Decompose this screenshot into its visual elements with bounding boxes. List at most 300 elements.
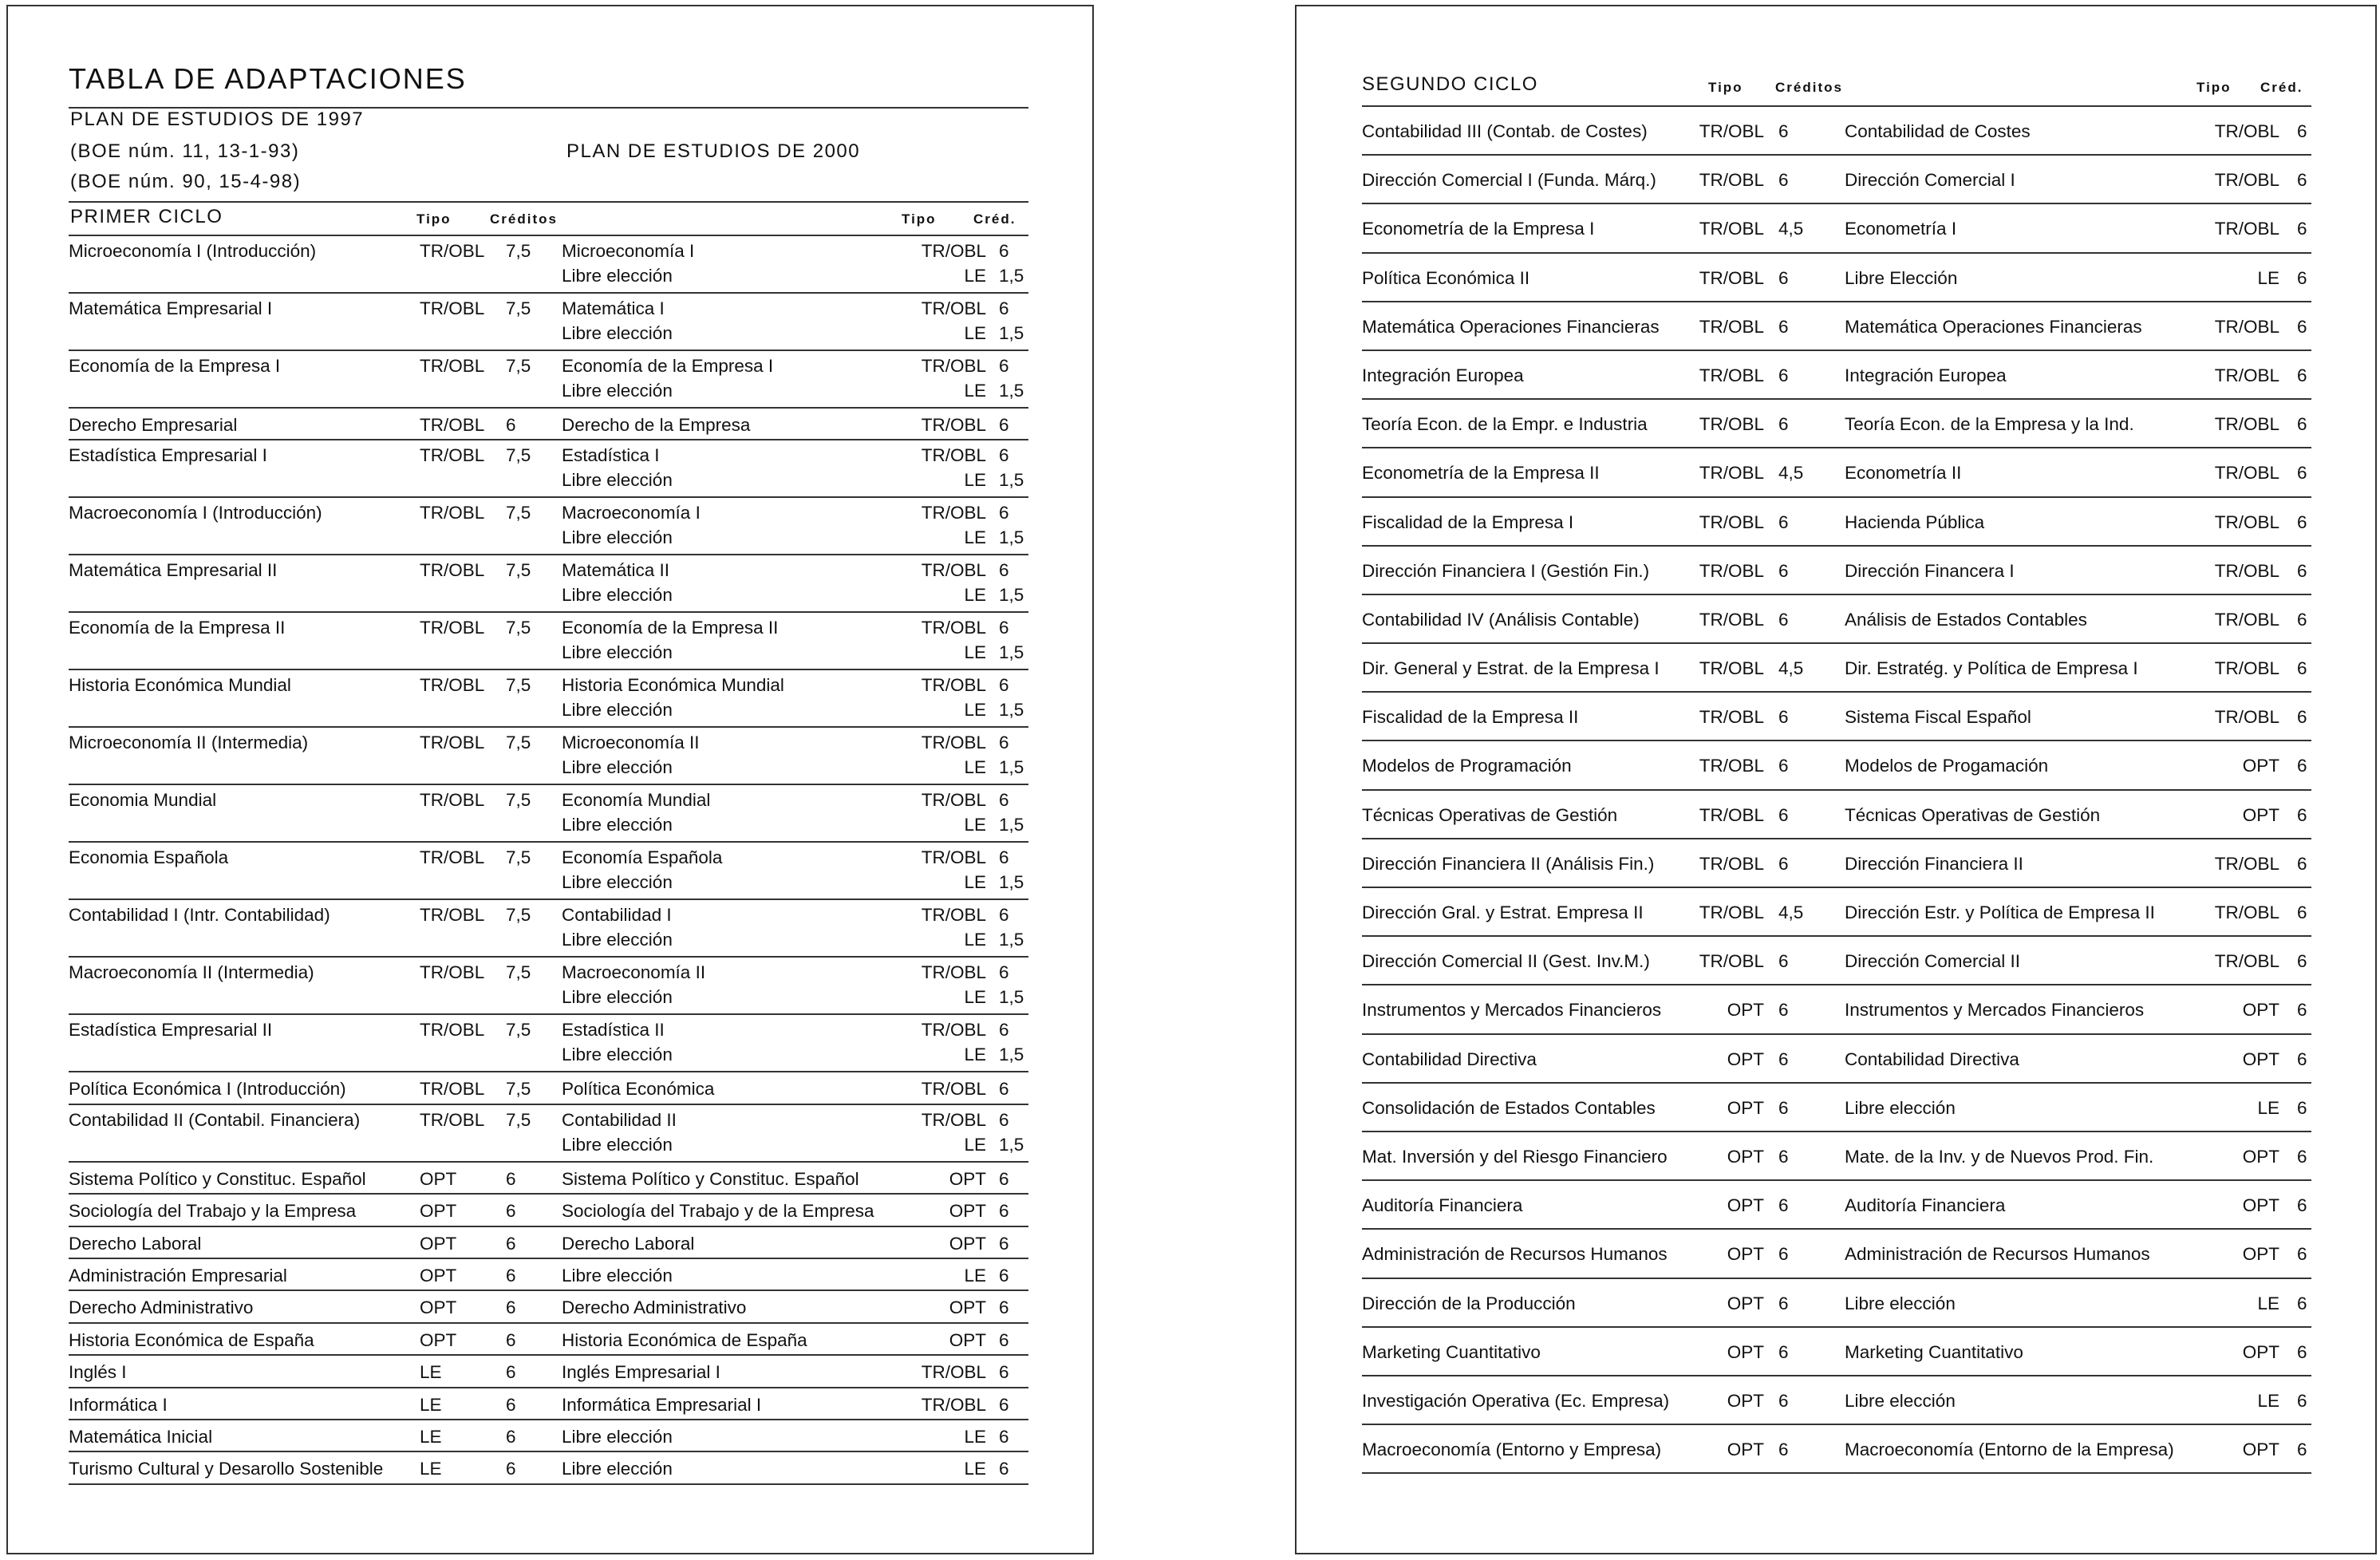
new-subject: Instrumentos y Mercados Financieros [1845, 1000, 2145, 1021]
old-tipo: TR/OBL [1699, 951, 1764, 972]
new-subject: Informática Empresarial I [562, 1394, 762, 1415]
table-row [69, 236, 1028, 294]
old-creditos: 7,5 [506, 790, 531, 811]
new-subject: Contabilidad I [562, 905, 672, 926]
new-subject: Mate. de la Inv. y de Nuevos Prod. Fin. [1845, 1146, 2154, 1167]
new-cred: 6 [2297, 170, 2307, 191]
old-creditos: 6 [506, 1362, 516, 1383]
table-row [69, 1324, 1028, 1356]
new-cred: 6 [2297, 1440, 2307, 1460]
old-subject: Sociología del Trabajo y la Empresa [69, 1201, 357, 1222]
table-row [69, 1227, 1028, 1259]
new-tipo: LE [2257, 1097, 2279, 1118]
new-tipo: LE [964, 987, 986, 1008]
table-row [1362, 400, 2311, 448]
old-tipo: OPT [1727, 1390, 1764, 1411]
old-tipo: TR/OBL [1699, 804, 1764, 825]
old-creditos: 6 [1778, 560, 1789, 581]
old-subject: Matemática Empresarial II [69, 560, 278, 581]
old-tipo: TR/OBL [1699, 707, 1764, 728]
new-subject: Libre elección [1845, 1097, 1956, 1118]
new-cred: 1,5 [999, 470, 1024, 491]
old-subject: Economía de la Empresa II [69, 618, 286, 638]
old-subject: Fiscalidad de la Empresa I [1362, 511, 1574, 532]
old-subject: Dirección de la Producción [1362, 1293, 1576, 1313]
new-tipo: LE [964, 527, 986, 548]
new-subject: Libre elección [562, 1459, 673, 1479]
old-creditos: 7,5 [506, 1020, 531, 1041]
table-row [1362, 1035, 2311, 1084]
old-tipo: TR/OBL [1699, 853, 1764, 874]
old-tipo: TR/OBL [1699, 219, 1764, 239]
table-row [1362, 107, 2311, 156]
old-subject: Inglés I [69, 1362, 127, 1383]
old-tipo: TR/OBL [420, 847, 485, 868]
new-tipo: OPT [2242, 1146, 2279, 1167]
new-tipo: OPT [2242, 756, 2279, 776]
old-tipo: TR/OBL [1699, 609, 1764, 630]
old-tipo: TR/OBL [1699, 414, 1764, 435]
new-tipo: TR/OBL [921, 298, 986, 318]
table-row [69, 1072, 1028, 1104]
section-primer-ciclo: PRIMER CICLO [70, 206, 223, 227]
new-tipo: TR/OBL [921, 560, 986, 581]
old-creditos: 7,5 [506, 1079, 531, 1100]
old-subject: Dir. General y Estrat. de la Empresa I [1362, 658, 1660, 679]
primer-ciclo-table [69, 236, 1028, 1485]
new-tipo: OPT [2242, 804, 2279, 825]
table-row [69, 1163, 1028, 1195]
table-row [1362, 985, 2311, 1034]
new-cred: 6 [2297, 1049, 2307, 1069]
old-subject: Macroeconomía II (Intermedia) [69, 962, 314, 983]
old-subject: Mat. Inversión y del Riesgo Financiero [1362, 1146, 1668, 1167]
old-creditos: 6 [1778, 1244, 1789, 1265]
new-cred: 6 [2297, 1293, 2307, 1313]
old-creditos: 6 [506, 1201, 516, 1222]
new-tipo: OPT [2242, 1244, 2279, 1265]
section-segundo-ciclo: SEGUNDO CICLO [1362, 73, 1538, 95]
new-subject: Libre elección [562, 930, 673, 950]
new-tipo: LE [964, 930, 986, 950]
old-subject: Modelos de Programación [1362, 756, 1572, 776]
new-cred: 6 [2297, 902, 2307, 922]
new-cred: 1,5 [999, 381, 1024, 401]
new-cred: 6 [999, 847, 1009, 868]
old-creditos: 6 [1778, 1440, 1789, 1460]
table-row [69, 1388, 1028, 1420]
table-row [1362, 1425, 2311, 1474]
new-subject: Estadística I [562, 445, 660, 466]
new-subject: Economía de la Empresa II [562, 618, 779, 638]
old-tipo: OPT [420, 1233, 457, 1254]
new-subject: Sistema Político y Constituc. Español [562, 1168, 859, 1189]
old-creditos: 6 [1778, 316, 1789, 337]
table-row [69, 613, 1028, 670]
new-cred: 6 [2297, 1146, 2307, 1167]
new-subject: Sociología del Trabajo y de la Empresa [562, 1201, 874, 1222]
table-row [1362, 1376, 2311, 1425]
table-row [1362, 1181, 2311, 1230]
old-creditos: 6 [506, 1297, 516, 1318]
new-subject: Administración de Recursos Humanos [1845, 1244, 2150, 1265]
new-cred: 1,5 [999, 872, 1024, 893]
new-cred: 1,5 [999, 700, 1024, 721]
new-tipo: OPT [2242, 1341, 2279, 1362]
old-creditos: 7,5 [506, 618, 531, 638]
new-subject: Política Económica [562, 1079, 715, 1100]
new-subject: Sistema Fiscal Español [1845, 707, 2031, 728]
new-subject: Libre elección [562, 642, 673, 663]
new-cred: 6 [2297, 1195, 2307, 1216]
old-subject: Dirección Comercial I (Funda. Márq.) [1362, 170, 1656, 191]
table-row [1362, 1132, 2311, 1181]
old-subject: Auditoría Financiera [1362, 1195, 1523, 1216]
new-cred: 6 [999, 560, 1009, 581]
old-subject: Contabilidad Directiva [1362, 1049, 1537, 1069]
old-subject: Economia Española [69, 847, 229, 868]
old-creditos: 6 [1778, 1293, 1789, 1313]
old-tipo: LE [420, 1362, 442, 1383]
new-tipo: TR/OBL [921, 905, 986, 926]
old-tipo: TR/OBL [1699, 511, 1764, 532]
old-tipo: TR/OBL [420, 962, 485, 983]
new-cred: 1,5 [999, 642, 1024, 663]
old-subject: Investigación Operativa (Ec. Empresa) [1362, 1390, 1670, 1411]
new-subject: Contabilidad Directiva [1845, 1049, 2019, 1069]
col-head-tipo-old: Tipo [416, 211, 452, 227]
old-creditos: 7,5 [506, 733, 531, 753]
table-row [1362, 888, 2311, 937]
new-cred: 6 [999, 1265, 1009, 1286]
old-subject: Técnicas Operativas de Gestión [1362, 804, 1618, 825]
new-cred: 6 [999, 1020, 1009, 1041]
new-subject: Libre elección [562, 1134, 673, 1155]
new-subject: Econometría II [1845, 463, 1962, 484]
old-creditos: 7,5 [506, 503, 531, 523]
new-cred: 6 [999, 1297, 1009, 1318]
old-subject: Derecho Empresarial [69, 415, 238, 435]
new-cred: 6 [999, 1201, 1009, 1222]
new-cred: 6 [2297, 463, 2307, 484]
table-row [69, 785, 1028, 843]
new-cred: 6 [999, 962, 1009, 983]
new-subject: Matemática Operaciones Financieras [1845, 316, 2142, 337]
table-row [69, 351, 1028, 409]
old-tipo: TR/OBL [1699, 658, 1764, 679]
new-cred: 6 [999, 241, 1009, 261]
new-cred: 6 [999, 1079, 1009, 1100]
new-tipo: TR/OBL [2214, 707, 2279, 728]
new-tipo: TR/OBL [921, 962, 986, 983]
old-tipo: TR/OBL [1699, 365, 1764, 385]
new-tipo: TR/OBL [2214, 463, 2279, 484]
old-plan-boe-2: (BOE núm. 90, 15-4-98) [70, 171, 302, 192]
new-tipo: TR/OBL [921, 356, 986, 376]
new-subject: Libre elección [562, 700, 673, 721]
new-subject: Marketing Cuantitativo [1845, 1341, 2023, 1362]
old-subject: Fiscalidad de la Empresa II [1362, 707, 1579, 728]
new-tipo: TR/OBL [2214, 316, 2279, 337]
new-subject: Historia Económica de España [562, 1329, 807, 1350]
old-creditos: 6 [1778, 511, 1789, 532]
old-creditos: 7,5 [506, 356, 531, 376]
header-rule [69, 201, 1028, 203]
old-subject: Derecho Laboral [69, 1233, 202, 1254]
new-cred: 6 [999, 1168, 1009, 1189]
new-tipo: TR/OBL [921, 733, 986, 753]
table-row [69, 958, 1028, 1015]
new-tipo: LE [964, 1265, 986, 1286]
new-subject: Libre elección [562, 1045, 673, 1065]
new-tipo: OPT [949, 1168, 986, 1189]
table-row [1362, 156, 2311, 204]
new-tipo: LE [964, 700, 986, 721]
new-cred: 1,5 [999, 930, 1024, 950]
old-subject: Consolidación de Estados Contables [1362, 1097, 1656, 1118]
table-row [1362, 448, 2311, 497]
old-subject: Contabilidad I (Intr. Contabilidad) [69, 905, 330, 926]
new-cred: 6 [2297, 316, 2307, 337]
table-row [69, 1015, 1028, 1072]
old-subject: Dirección Financiera I (Gestión Fin.) [1362, 560, 1650, 581]
old-creditos: 7,5 [506, 560, 531, 581]
new-tipo: TR/OBL [2214, 121, 2279, 141]
new-tipo: LE [964, 1459, 986, 1479]
new-cred: 1,5 [999, 987, 1024, 1008]
old-creditos: 7,5 [506, 298, 531, 318]
old-subject: Dirección Financiera II (Análisis Fin.) [1362, 853, 1655, 874]
new-tipo: TR/OBL [921, 445, 986, 466]
new-tipo: OPT [2242, 1195, 2279, 1216]
new-cred: 6 [999, 1362, 1009, 1383]
col-head-tipo-old-2: Tipo [1708, 80, 1743, 95]
old-subject: Microeconomía I (Introducción) [69, 241, 317, 261]
new-cred: 6 [2297, 560, 2307, 581]
new-tipo: TR/OBL [921, 1020, 986, 1041]
new-subject: Libre elección [562, 585, 673, 606]
old-creditos: 6 [1778, 1390, 1789, 1411]
new-subject: Análisis de Estados Contables [1845, 609, 2087, 630]
old-subject: Contabilidad II (Contabil. Financiera) [69, 1109, 361, 1130]
old-subject: Política Económica I (Introducción) [69, 1079, 346, 1100]
new-plan-title: PLAN DE ESTUDIOS DE 2000 [566, 140, 861, 162]
old-creditos: 6 [506, 415, 516, 435]
new-tipo: TR/OBL [2214, 951, 2279, 972]
new-tipo: LE [964, 585, 986, 606]
old-creditos: 6 [1778, 1049, 1789, 1069]
new-subject: Libre elección [562, 323, 673, 343]
table-row [1362, 547, 2311, 595]
new-tipo: TR/OBL [921, 1109, 986, 1130]
old-creditos: 6 [1778, 121, 1789, 141]
new-tipo: LE [2257, 267, 2279, 288]
old-creditos: 6 [506, 1426, 516, 1447]
segundo-ciclo-table [1362, 107, 2311, 1474]
old-subject: Instrumentos y Mercados Financieros [1362, 1000, 1662, 1021]
new-cred: 6 [2297, 1244, 2307, 1265]
new-subject: Hacienda Pública [1845, 511, 1985, 532]
old-subject: Econometría de la Empresa II [1362, 463, 1600, 484]
old-creditos: 7,5 [506, 241, 531, 261]
table-row [69, 1452, 1028, 1484]
old-tipo: TR/OBL [420, 1079, 485, 1100]
old-creditos: 7,5 [506, 445, 531, 466]
new-tipo: LE [2257, 1293, 2279, 1313]
old-tipo: TR/OBL [1699, 756, 1764, 776]
new-subject: Dirección Financiera II [1845, 853, 2023, 874]
new-tipo: TR/OBL [921, 503, 986, 523]
col-head-creditos-old-2: Créditos [1775, 80, 1843, 95]
new-subject: Auditoría Financiera [1845, 1195, 2006, 1216]
old-tipo: LE [420, 1459, 442, 1479]
old-creditos: 4,5 [1778, 219, 1804, 239]
table-row [1362, 1279, 2311, 1328]
new-subject: Libre elección [562, 1265, 673, 1286]
table-row [1362, 693, 2311, 741]
table-row [1362, 204, 2311, 253]
old-subject: Turismo Cultural y Desarollo Sostenible [69, 1459, 384, 1479]
old-subject: Contabilidad IV (Análisis Contable) [1362, 609, 1640, 630]
table-row [1362, 644, 2311, 693]
old-creditos: 6 [506, 1233, 516, 1254]
table-row [1362, 351, 2311, 400]
new-tipo: OPT [949, 1201, 986, 1222]
new-subject: Técnicas Operativas de Gestión [1845, 804, 2101, 825]
old-subject: Informática I [69, 1394, 168, 1415]
new-subject: Dir. Estratég. y Política de Empresa I [1845, 658, 2138, 679]
old-tipo: TR/OBL [420, 1020, 485, 1041]
old-creditos: 6 [1778, 414, 1789, 435]
new-cred: 1,5 [999, 1045, 1024, 1065]
new-subject: Derecho Administrativo [562, 1297, 747, 1318]
new-cred: 6 [2297, 1000, 2307, 1021]
old-tipo: TR/OBL [420, 790, 485, 811]
new-cred: 6 [999, 733, 1009, 753]
old-tipo: OPT [1727, 1293, 1764, 1313]
old-tipo: OPT [1727, 1195, 1764, 1216]
new-subject: Historia Económica Mundial [562, 675, 784, 696]
new-subject: Libre elección [562, 872, 673, 893]
old-plan-title: PLAN DE ESTUDIOS DE 1997 [70, 109, 365, 130]
old-subject: Economia Mundial [69, 790, 217, 811]
new-subject: Libre Elección [1845, 267, 1958, 288]
new-tipo: TR/OBL [2214, 365, 2279, 385]
new-subject: Economía Mundial [562, 790, 711, 811]
new-tipo: LE [964, 1134, 986, 1155]
new-subject: Libre elección [562, 1426, 673, 1447]
old-creditos: 7,5 [506, 1109, 531, 1130]
old-creditos: 6 [1778, 170, 1789, 191]
new-subject: Derecho Laboral [562, 1233, 695, 1254]
new-subject: Inglés Empresarial I [562, 1362, 720, 1383]
new-tipo: OPT [949, 1297, 986, 1318]
old-tipo: TR/OBL [420, 415, 485, 435]
new-cred: 6 [2297, 804, 2307, 825]
old-tipo: LE [420, 1426, 442, 1447]
old-creditos: 7,5 [506, 847, 531, 868]
new-tipo: OPT [2242, 1440, 2279, 1460]
table-row [1362, 937, 2311, 985]
old-creditos: 4,5 [1778, 658, 1804, 679]
new-subject: Econometría I [1845, 219, 1957, 239]
old-tipo: OPT [1727, 1097, 1764, 1118]
new-subject: Matemática I [562, 298, 665, 318]
old-creditos: 6 [506, 1168, 516, 1189]
new-tipo: LE [964, 381, 986, 401]
new-cred: 6 [2297, 267, 2307, 288]
old-tipo: TR/OBL [1699, 902, 1764, 922]
table-row [69, 409, 1028, 440]
old-tipo: OPT [420, 1297, 457, 1318]
old-creditos: 7,5 [506, 905, 531, 926]
new-subject: Contabilidad de Costes [1845, 121, 2031, 141]
old-subject: Matemática Operaciones Financieras [1362, 316, 1660, 337]
new-cred: 6 [999, 1459, 1009, 1479]
col-head-tipo-new: Tipo [902, 211, 937, 227]
new-tipo: LE [964, 470, 986, 491]
table-row [1362, 1084, 2311, 1132]
new-subject: Dirección Estr. y Política de Empresa II [1845, 902, 2155, 922]
new-cred: 1,5 [999, 527, 1024, 548]
new-tipo: TR/OBL [2214, 170, 2279, 191]
new-subject: Economía Española [562, 847, 723, 868]
old-subject: Estadística Empresarial I [69, 445, 267, 466]
new-cred: 6 [999, 675, 1009, 696]
new-cred: 6 [2297, 756, 2307, 776]
new-subject: Macroeconomía (Entorno de la Empresa) [1845, 1440, 2174, 1460]
new-tipo: TR/OBL [2214, 560, 2279, 581]
new-tipo: TR/OBL [2214, 853, 2279, 874]
new-tipo: LE [964, 642, 986, 663]
old-tipo: TR/OBL [420, 618, 485, 638]
new-cred: 6 [999, 1329, 1009, 1350]
new-tipo: LE [964, 1426, 986, 1447]
new-cred: 1,5 [999, 266, 1024, 286]
new-tipo: TR/OBL [921, 618, 986, 638]
table-row [1362, 1328, 2311, 1376]
new-subject: Libre elección [562, 381, 673, 401]
new-tipo: LE [964, 1045, 986, 1065]
table-row [1362, 839, 2311, 888]
new-cred: 6 [2297, 853, 2307, 874]
table-row [69, 1356, 1028, 1388]
old-creditos: 6 [506, 1265, 516, 1286]
new-cred: 1,5 [999, 815, 1024, 835]
old-creditos: 6 [1778, 951, 1789, 972]
new-tipo: TR/OBL [2214, 511, 2279, 532]
col-head-cred-new: Créd. [973, 211, 1016, 227]
new-subject: Dirección Comercial II [1845, 951, 2021, 972]
new-tipo: TR/OBL [2214, 658, 2279, 679]
table-row [69, 843, 1028, 900]
new-tipo: OPT [949, 1329, 986, 1350]
new-subject: Libre elección [562, 987, 673, 1008]
old-subject: Administración de Recursos Humanos [1362, 1244, 1668, 1265]
new-tipo: TR/OBL [921, 847, 986, 868]
new-cred: 6 [2297, 658, 2307, 679]
old-subject: Contabilidad III (Contab. de Costes) [1362, 121, 1648, 141]
old-subject: Marketing Cuantitativo [1362, 1341, 1541, 1362]
new-tipo: OPT [2242, 1000, 2279, 1021]
old-tipo: OPT [1727, 1341, 1764, 1362]
old-subject: Sistema Político y Constituc. Español [69, 1168, 366, 1189]
table-row [69, 1259, 1028, 1291]
table-row [1362, 595, 2311, 644]
old-tipo: OPT [420, 1168, 457, 1189]
new-subject: Dirección Financera I [1845, 560, 2015, 581]
new-cred: 6 [2297, 1097, 2307, 1118]
